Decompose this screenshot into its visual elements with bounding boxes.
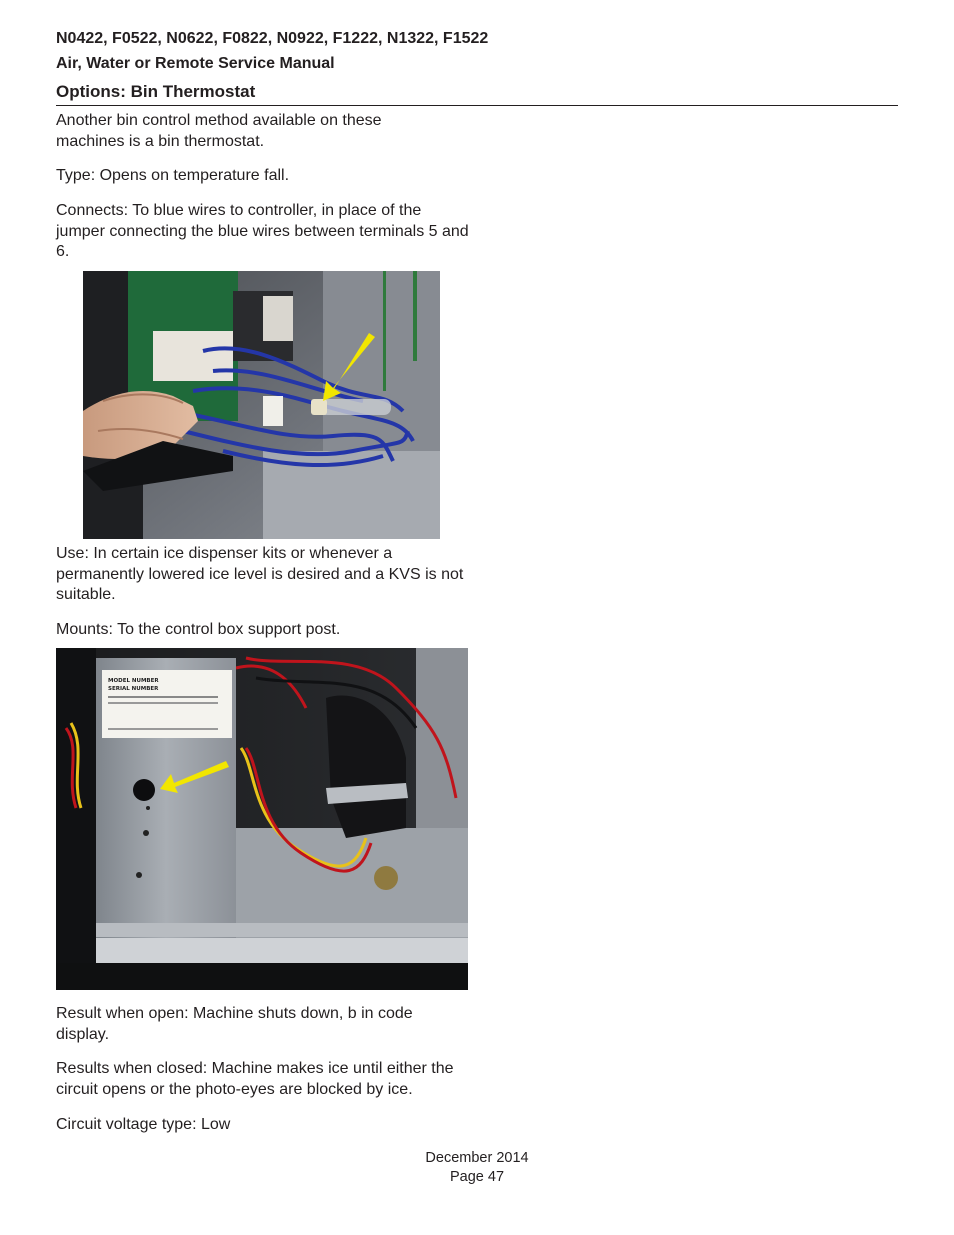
section-title: Options: Bin Thermostat bbox=[56, 82, 256, 101]
footer-date: December 2014 bbox=[425, 1150, 529, 1166]
header-rule bbox=[56, 105, 898, 106]
result-closed-paragraph: Results when closed: Machine makes ice until either the circuit opens or the photo-eyes are blocked by ice. bbox=[56, 1060, 454, 1098]
type-paragraph: Type: Opens on temperature fall. bbox=[56, 167, 290, 184]
use-paragraph: Use: In certain ice dispenser kits or whenever a permanently lowered ice level is desired and a KVS is not suitable. bbox=[56, 545, 464, 603]
voltage-paragraph: Circuit voltage type: Low bbox=[56, 1116, 231, 1133]
connects-paragraph: Connects: To blue wires to controller, in place of the jumper connecting the blue wires between terminals 5 and 6. bbox=[56, 202, 469, 260]
manual-title: Air, Water or Remote Service Manual bbox=[56, 55, 335, 72]
control-box-post-photo bbox=[56, 648, 468, 990]
bin-thermostat-wires-photo bbox=[83, 271, 440, 539]
label-serial-number: SERIAL NUMBER bbox=[108, 686, 159, 692]
intro-paragraph: Another bin control method available on these machines is a bin thermostat. bbox=[56, 112, 382, 150]
model-list-heading: N0422, F0522, N0622, F0822, N0922, F1222, N1322, F1522 bbox=[56, 30, 489, 47]
result-open-paragraph: Result when open: Machine shuts down, b in code display. bbox=[56, 1005, 413, 1043]
footer-page-number: Page 47 bbox=[449, 1169, 505, 1185]
label-model-number: MODEL NUMBER bbox=[108, 678, 159, 684]
mounts-paragraph: Mounts: To the control box support post. bbox=[56, 621, 341, 638]
